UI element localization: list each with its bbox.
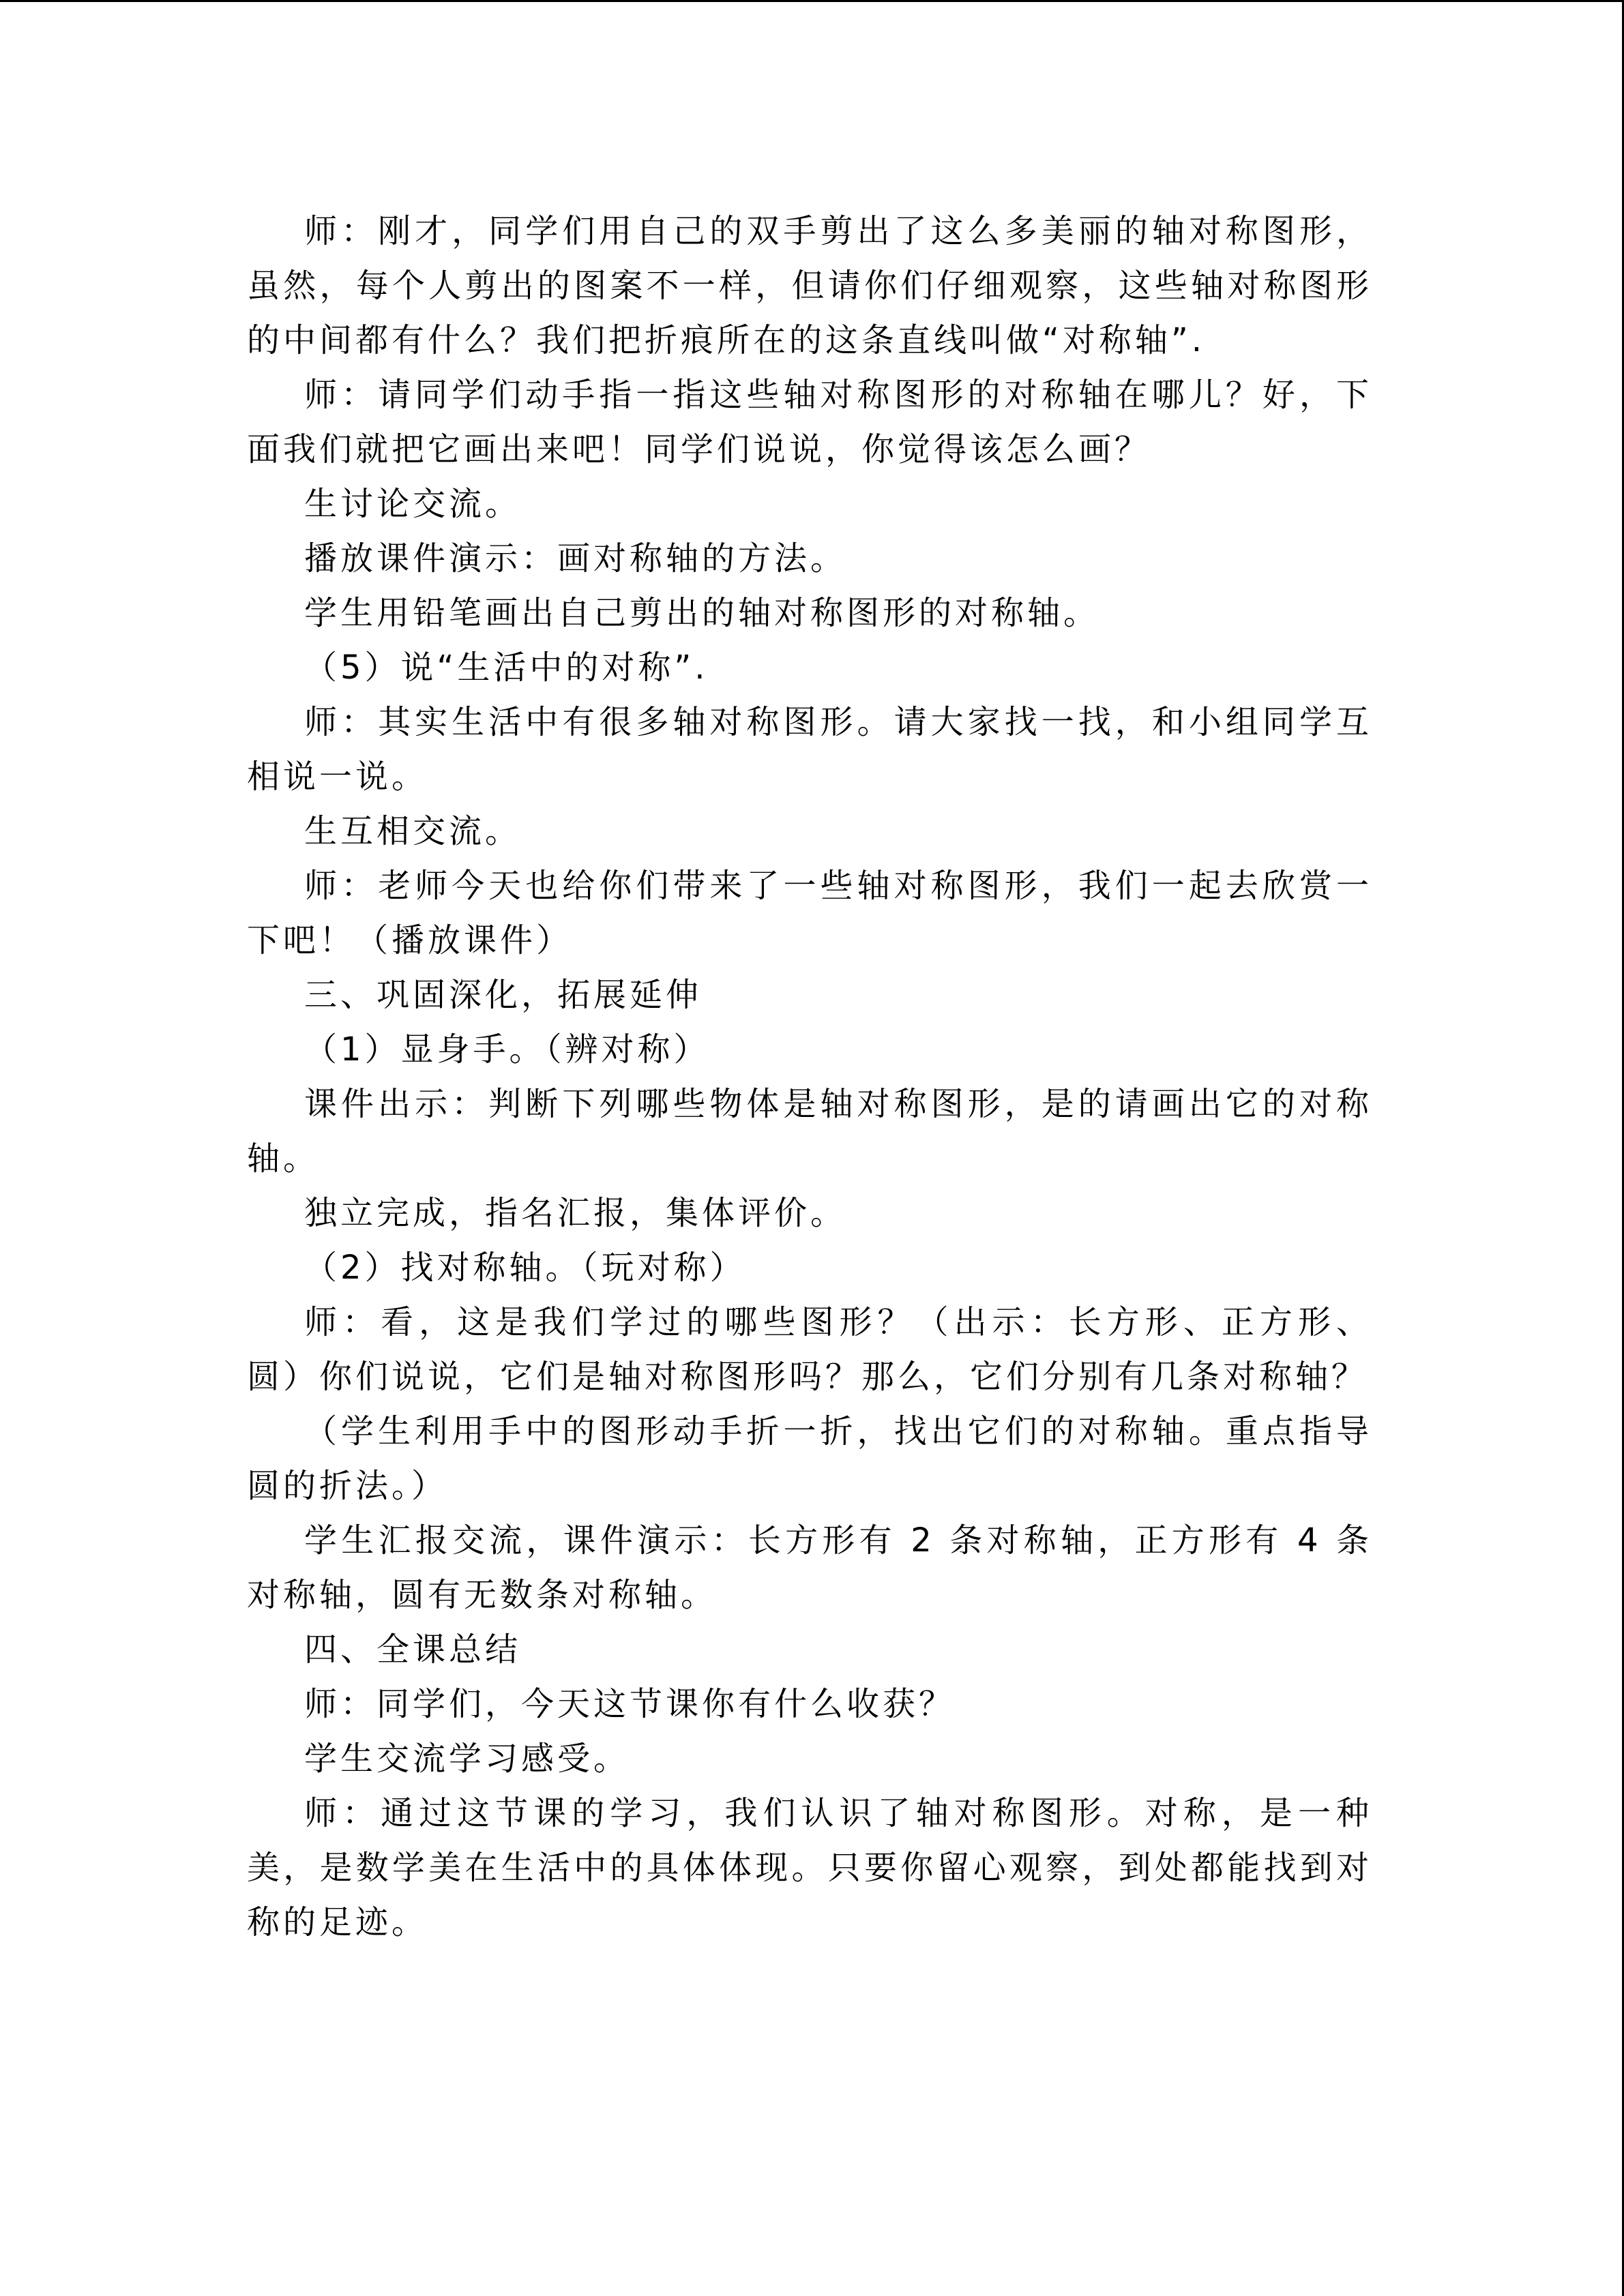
paragraph-harvest: 师：同学们，今天这节课你有什么收获？ <box>304 1685 956 1723</box>
paragraph-show-skill: （1）显身手。（辨对称） <box>304 1030 710 1069</box>
paragraph-exchange: 生互相交流。 <box>304 812 522 850</box>
paragraph-courseware-demo: 播放课件演示：画对称轴的方法。 <box>304 539 847 578</box>
paragraph-life-symmetry: 师：其实生活中有很多轴对称图形。请大家找一找，和小组同学互相说一说。 <box>247 703 1372 796</box>
paragraph-draw-axis: 学生用铅笔画出自己剪出的轴对称图形的对称轴。 <box>304 594 1100 632</box>
paragraph-point-axis: 师：请同学们动手指一指这些轴对称图形的对称轴在哪儿？好，下面我们就把它画出来吧！同学们说说，你觉得该怎么画？ <box>247 376 1372 468</box>
document-body <box>247 204 1372 1950</box>
paragraph-fold-shapes: （学生利用手中的图形动手折一折，找出它们的对称轴。重点指导圆的折法。） <box>247 1412 1372 1505</box>
paragraph-report-axes: 学生汇报交流，课件演示：长方形有 2 条对称轴，正方形有 4 条对称轴，圆有无数条对称轴。 <box>247 1521 1372 1614</box>
paragraph-appreciate: 师：老师今天也给你们带来了一些轴对称图形，我们一起去欣赏一下吧！（播放课件） <box>247 867 1372 959</box>
paragraph-section-5: （5）说“生活中的对称”. <box>304 648 709 687</box>
paragraph-conclusion: 师：通过这节课的学习，我们认识了轴对称图形。对称，是一种美，是数学美在生活中的具体体现。只要你留心观察，到处都能找到对称的足迹。 <box>247 1794 1372 1941</box>
paragraph-discussion: 生讨论交流。 <box>304 485 522 523</box>
paragraph-axis-intro: 师：刚才，同学们用自己的双手剪出了这么多美丽的轴对称图形，虽然，每个人剪出的图案不一样，但请你们仔细观察，这些轴对称图形的中间都有什么？我们把折痕所在的这条直线叫做“对称轴”. <box>247 212 1372 359</box>
section-heading-summary: 四、全课总结 <box>304 1630 522 1669</box>
paragraph-shapes-question: 师：看，这是我们学过的哪些图形？（出示：长方形、正方形、圆）你们说说，它们是轴对称图形吗？那么，它们分别有几条对称轴？ <box>247 1303 1372 1396</box>
paragraph-find-axis: （2）找对称轴。（玩对称） <box>304 1249 746 1287</box>
paragraph-judge-objects: 课件出示：判断下列哪些物体是轴对称图形，是的请画出它的对称轴。 <box>247 1085 1372 1178</box>
paragraph-share-feelings: 学生交流学习感受。 <box>304 1740 630 1778</box>
section-heading-consolidate: 三、巩固深化，拓展延伸 <box>304 976 703 1014</box>
paragraph-independent: 独立完成，指名汇报，集体评价。 <box>304 1194 847 1232</box>
